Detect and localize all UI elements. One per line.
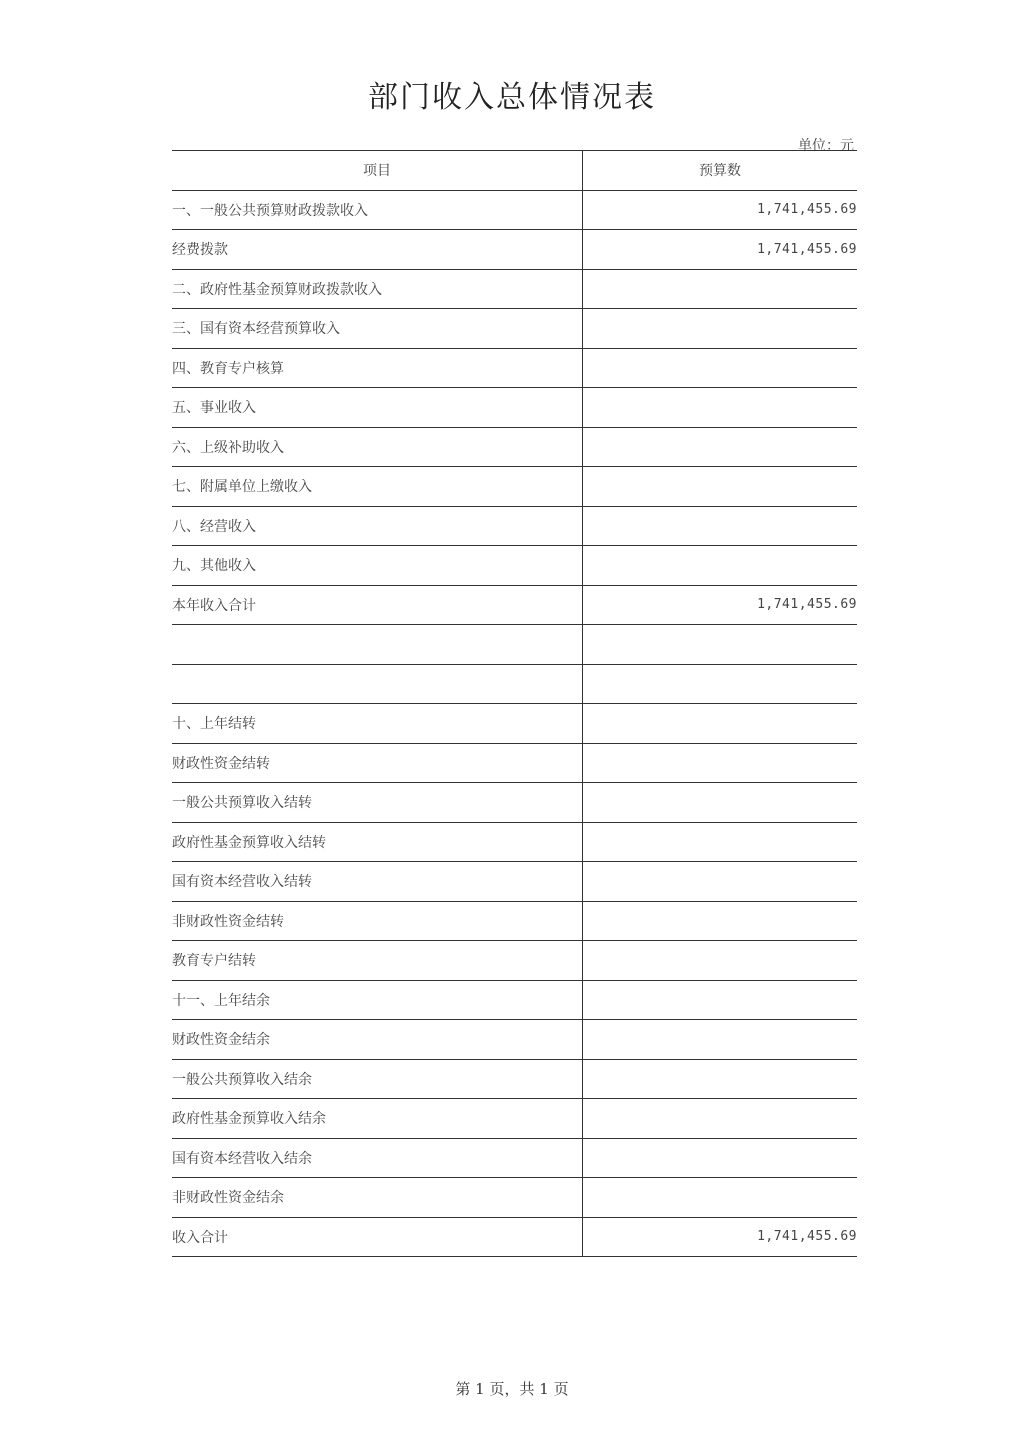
row-label: 七、附属单位上缴收入 (172, 467, 583, 507)
table-row (172, 585, 857, 625)
row-label: 十一、上年结余 (172, 980, 583, 1020)
table-row (172, 1217, 857, 1257)
row-amount (583, 388, 858, 428)
row-amount (583, 269, 858, 309)
table-row (172, 1138, 857, 1178)
row-label: 八、经营收入 (172, 506, 583, 546)
row-label: 三、国有资本经营预算收入 (172, 309, 583, 349)
unit-label: 单位：元 (798, 138, 854, 154)
table-row (172, 1099, 857, 1139)
table-row (172, 1059, 857, 1099)
income-table (172, 150, 857, 1257)
table-row (172, 190, 857, 230)
row-label: 六、上级补助收入 (172, 427, 583, 467)
table-row (172, 743, 857, 783)
table-row (172, 901, 857, 941)
row-amount (583, 348, 858, 388)
table-header-row (172, 151, 857, 191)
header-amount: 预算数 (583, 151, 858, 191)
table-row (172, 980, 857, 1020)
row-label: 非财政性资金结转 (172, 901, 583, 941)
row-label: 国有资本经营收入结转 (172, 862, 583, 902)
row-amount (583, 980, 858, 1020)
row-label: 财政性资金结余 (172, 1020, 583, 1060)
table-row (172, 506, 857, 546)
row-label: 四、教育专户核算 (172, 348, 583, 388)
row-amount (583, 1138, 858, 1178)
row-label: 教育专户结转 (172, 941, 583, 981)
row-amount: 1,741,455.69 (583, 1217, 858, 1257)
row-amount: 1,741,455.69 (583, 585, 858, 625)
row-amount (583, 427, 858, 467)
header-item: 项目 (172, 151, 583, 191)
row-amount (583, 664, 858, 704)
row-amount (583, 941, 858, 981)
row-amount (583, 1099, 858, 1139)
table-row (172, 427, 857, 467)
table-row (172, 269, 857, 309)
row-label: 五、事业收入 (172, 388, 583, 428)
row-amount (583, 467, 858, 507)
table-row (172, 348, 857, 388)
table-row (172, 546, 857, 586)
row-amount: 1,741,455.69 (583, 190, 858, 230)
table-row (172, 664, 857, 704)
row-label: 本年收入合计 (172, 585, 583, 625)
row-label: 二、政府性基金预算财政拨款收入 (172, 269, 583, 309)
row-label: 财政性资金结转 (172, 743, 583, 783)
row-label: 国有资本经营收入结余 (172, 1138, 583, 1178)
row-label (172, 625, 583, 665)
row-label: 政府性基金预算收入结余 (172, 1099, 583, 1139)
row-amount (583, 309, 858, 349)
row-label: 一般公共预算收入结转 (172, 783, 583, 823)
table-row (172, 388, 857, 428)
table-row (172, 822, 857, 862)
row-label: 非财政性资金结余 (172, 1178, 583, 1218)
page-title: 部门收入总体情况表 (368, 80, 656, 115)
row-label: 经费拨款 (172, 230, 583, 270)
table-row (172, 862, 857, 902)
row-label: 九、其他收入 (172, 546, 583, 586)
row-amount (583, 1059, 858, 1099)
table-body (172, 190, 857, 1257)
table-row (172, 230, 857, 270)
row-amount (583, 862, 858, 902)
row-label: 一般公共预算收入结余 (172, 1059, 583, 1099)
row-label: 一、一般公共预算财政拨款收入 (172, 190, 583, 230)
row-amount (583, 743, 858, 783)
row-amount (583, 546, 858, 586)
table-row (172, 1020, 857, 1060)
row-amount (583, 506, 858, 546)
page-footer: 第 1 页，共 1 页 (455, 1380, 569, 1398)
row-amount: 1,741,455.69 (583, 230, 858, 270)
row-amount (583, 625, 858, 665)
table-row (172, 309, 857, 349)
table-row (172, 783, 857, 823)
table-row (172, 1178, 857, 1218)
row-amount (583, 822, 858, 862)
row-amount (583, 901, 858, 941)
table-row (172, 704, 857, 744)
row-label: 收入合计 (172, 1217, 583, 1257)
row-amount (583, 1178, 858, 1218)
row-label (172, 664, 583, 704)
row-amount (583, 1020, 858, 1060)
row-amount (583, 704, 858, 744)
table-row (172, 467, 857, 507)
table-row (172, 625, 857, 665)
row-label: 政府性基金预算收入结转 (172, 822, 583, 862)
table-row (172, 941, 857, 981)
row-label: 十、上年结转 (172, 704, 583, 744)
row-amount (583, 783, 858, 823)
